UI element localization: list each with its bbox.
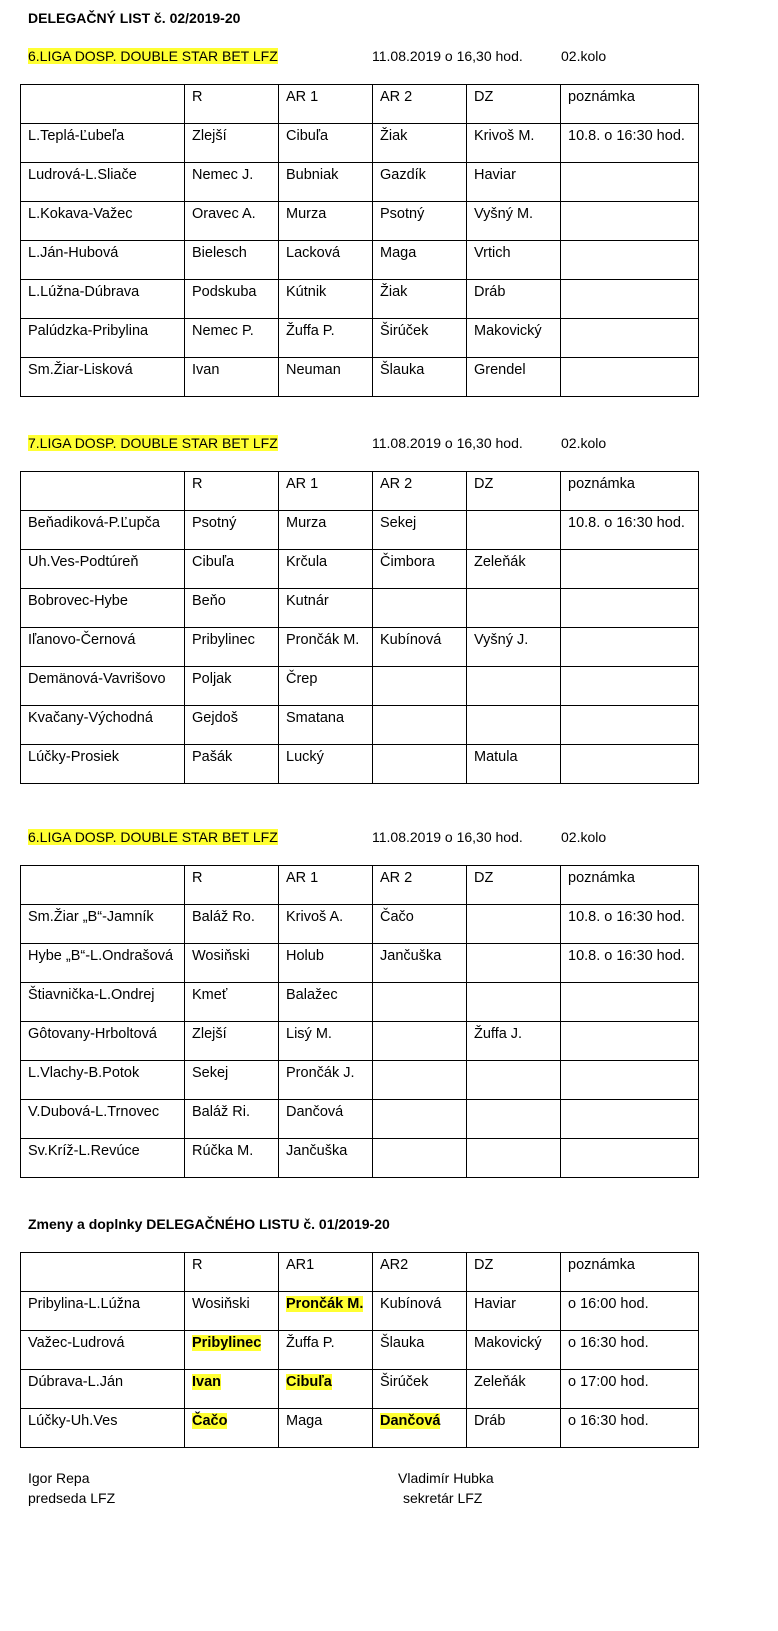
ar1-cell: Krivoš A. <box>279 905 373 944</box>
round-label: 02.kolo <box>561 435 607 451</box>
table-row <box>21 667 699 706</box>
highlighted-name: Čačo <box>192 1413 228 1429</box>
referee-cell: Bielesch <box>185 241 279 280</box>
column-header: R <box>185 1253 279 1292</box>
match-cell: L.Lúžna-Dúbrava <box>21 280 185 319</box>
match-cell: Kvačany-Východná <box>21 706 185 745</box>
ar2-cell: Gazdík <box>373 163 467 202</box>
match-cell: V.Dubová-L.Trnovec <box>21 1100 185 1139</box>
dz-cell <box>467 511 561 550</box>
match-cell: Palúdzka-Pribylina <box>21 319 185 358</box>
league-name: 6.LIGA DOSP. DOUBLE STAR BET LFZ <box>28 829 278 845</box>
round-label: 02.kolo <box>561 829 607 845</box>
ar1-cell: Lucký <box>279 745 373 784</box>
match-cell: Važec-Ludrová <box>21 1331 185 1370</box>
note-cell <box>561 1100 699 1139</box>
referee-cell: Baláž Ri. <box>185 1100 279 1139</box>
match-cell: Gôtovany-Hrboltová <box>21 1022 185 1061</box>
ar2-cell: Širúček <box>373 319 467 358</box>
referee-cell: Nemec J. <box>185 163 279 202</box>
ar2-cell: Šlauka <box>373 1331 467 1370</box>
ar1-cell <box>279 1292 373 1331</box>
dz-cell: Makovický <box>467 319 561 358</box>
ar2-cell: Šlauka <box>373 358 467 397</box>
table-row <box>21 280 699 319</box>
delegation-table-1 <box>20 84 699 397</box>
dz-cell: Grendel <box>467 358 561 397</box>
column-header <box>21 472 185 511</box>
dz-cell <box>467 1139 561 1178</box>
signature-right-name: Vladimír Hubka <box>398 1470 494 1486</box>
note-cell: 10.8. o 16:30 hod. <box>561 511 699 550</box>
referee-cell: Zlejší <box>185 124 279 163</box>
ar1-cell: Lacková <box>279 241 373 280</box>
note-cell: o 16:30 hod. <box>561 1331 699 1370</box>
referee-cell: Zlejší <box>185 1022 279 1061</box>
note-cell <box>561 202 699 241</box>
ar2-cell <box>373 589 467 628</box>
table-row <box>21 589 699 628</box>
referee-cell: Baláž Ro. <box>185 905 279 944</box>
note-cell <box>561 358 699 397</box>
header-row <box>21 1253 699 1292</box>
dz-cell: Zeleňák <box>467 550 561 589</box>
ar1-cell: Žuffa P. <box>279 319 373 358</box>
round-label: 02.kolo <box>561 48 607 64</box>
dz-cell <box>467 983 561 1022</box>
ar1-cell <box>279 1370 373 1409</box>
section-2-header <box>28 435 278 451</box>
ar2-cell: Širúček <box>373 1370 467 1409</box>
referee-cell: Gejdoš <box>185 706 279 745</box>
table-row <box>21 1331 699 1370</box>
table-row <box>21 1100 699 1139</box>
note-cell <box>561 628 699 667</box>
dz-cell: Haviar <box>467 163 561 202</box>
ar1-cell: Maga <box>279 1409 373 1448</box>
dz-cell: Dráb <box>467 1409 561 1448</box>
section-3-header <box>28 829 278 845</box>
referee-cell: Pašák <box>185 745 279 784</box>
column-header: poznámka <box>561 866 699 905</box>
match-cell: Uh.Ves-Podtúreň <box>21 550 185 589</box>
dz-cell: Žuffa J. <box>467 1022 561 1061</box>
ar2-cell: Sekej <box>373 511 467 550</box>
note-cell <box>561 319 699 358</box>
column-header: R <box>185 866 279 905</box>
ar2-cell: Čimbora <box>373 550 467 589</box>
match-cell: Sv.Kríž-L.Revúce <box>21 1139 185 1178</box>
note-cell: 10.8. o 16:30 hod. <box>561 905 699 944</box>
dz-cell: Vyšný J. <box>467 628 561 667</box>
ar1-cell: Neuman <box>279 358 373 397</box>
ar1-cell: Krčula <box>279 550 373 589</box>
match-cell: Iľanovo-Černová <box>21 628 185 667</box>
dz-cell: Haviar <box>467 1292 561 1331</box>
ar1-cell: Jančuška <box>279 1139 373 1178</box>
dz-cell: Matula <box>467 745 561 784</box>
ar1-cell: Lisý M. <box>279 1022 373 1061</box>
signature-left-name: Igor Repa <box>28 1470 90 1486</box>
ar2-cell: Žiak <box>373 280 467 319</box>
table-row <box>21 1370 699 1409</box>
changes-title: Zmeny a doplnky DELEGAČNÉHO LISTU č. 01/2019-20 <box>28 1216 390 1232</box>
ar2-cell <box>373 983 467 1022</box>
match-datetime: 11.08.2019 o 16,30 hod. <box>372 48 523 64</box>
column-header: poznámka <box>561 1253 699 1292</box>
referee-cell: Beňo <box>185 589 279 628</box>
table-row <box>21 983 699 1022</box>
dz-cell: Vrtich <box>467 241 561 280</box>
column-header <box>21 866 185 905</box>
table-row <box>21 550 699 589</box>
ar2-cell: Čačo <box>373 905 467 944</box>
table-row <box>21 1061 699 1100</box>
highlighted-name: Ivan <box>192 1374 222 1390</box>
ar1-cell: Žuffa P. <box>279 1331 373 1370</box>
league-name: 6.LIGA DOSP. DOUBLE STAR BET LFZ <box>28 48 278 64</box>
table-row <box>21 202 699 241</box>
referee-cell: Sekej <box>185 1061 279 1100</box>
referee-cell: Oravec A. <box>185 202 279 241</box>
header-row <box>21 472 699 511</box>
ar1-cell: Murza <box>279 511 373 550</box>
column-header: AR2 <box>373 1253 467 1292</box>
ar2-cell <box>373 1409 467 1448</box>
match-cell: Lúčky-Prosiek <box>21 745 185 784</box>
note-cell <box>561 1022 699 1061</box>
match-cell: Ludrová-L.Sliače <box>21 163 185 202</box>
dz-cell <box>467 589 561 628</box>
ar1-cell: Kutnár <box>279 589 373 628</box>
match-cell: Štiavnička-L.Ondrej <box>21 983 185 1022</box>
dz-cell <box>467 905 561 944</box>
ar1-cell: Cibuľa <box>279 124 373 163</box>
table-row <box>21 163 699 202</box>
ar2-cell: Žiak <box>373 124 467 163</box>
ar2-cell <box>373 667 467 706</box>
referee-cell <box>185 1409 279 1448</box>
column-header: R <box>185 85 279 124</box>
table-row <box>21 124 699 163</box>
dz-cell: Zeleňák <box>467 1370 561 1409</box>
column-header: poznámka <box>561 85 699 124</box>
dz-cell: Vyšný M. <box>467 202 561 241</box>
section-1-header <box>28 48 278 64</box>
ar1-cell: Kútnik <box>279 280 373 319</box>
table-row <box>21 944 699 983</box>
note-cell: o 16:00 hod. <box>561 1292 699 1331</box>
ar1-cell: Holub <box>279 944 373 983</box>
column-header: AR 2 <box>373 866 467 905</box>
ar1-cell: Smatana <box>279 706 373 745</box>
column-header: DZ <box>467 1253 561 1292</box>
column-header <box>21 1253 185 1292</box>
match-cell: Dúbrava-L.Ján <box>21 1370 185 1409</box>
ar1-cell: Balažec <box>279 983 373 1022</box>
match-cell: Bobrovec-Hybe <box>21 589 185 628</box>
referee-cell: Pribylinec <box>185 628 279 667</box>
match-cell: Lúčky-Uh.Ves <box>21 1409 185 1448</box>
column-header: AR 1 <box>279 866 373 905</box>
dz-cell <box>467 667 561 706</box>
table-row <box>21 706 699 745</box>
ar2-cell <box>373 745 467 784</box>
match-cell: Hybe „B“-L.Ondrašová <box>21 944 185 983</box>
note-cell <box>561 1139 699 1178</box>
referee-cell: Cibuľa <box>185 550 279 589</box>
highlighted-name: Dančová <box>380 1413 441 1429</box>
dz-cell: Dráb <box>467 280 561 319</box>
note-cell: o 16:30 hod. <box>561 1409 699 1448</box>
dz-cell <box>467 1100 561 1139</box>
note-cell <box>561 241 699 280</box>
ar1-cell: Bubniak <box>279 163 373 202</box>
ar2-cell: Jančuška <box>373 944 467 983</box>
note-cell <box>561 667 699 706</box>
ar2-cell: Kubínová <box>373 1292 467 1331</box>
dz-cell: Makovický <box>467 1331 561 1370</box>
dz-cell: Krivoš M. <box>467 124 561 163</box>
column-header: AR 2 <box>373 85 467 124</box>
dz-cell <box>467 706 561 745</box>
referee-cell: Kmeť <box>185 983 279 1022</box>
match-datetime: 11.08.2019 o 16,30 hod. <box>372 435 523 451</box>
league-name: 7.LIGA DOSP. DOUBLE STAR BET LFZ <box>28 435 278 451</box>
ar2-cell: Maga <box>373 241 467 280</box>
table-row <box>21 241 699 280</box>
match-datetime: 11.08.2019 o 16,30 hod. <box>372 829 523 845</box>
signature-left-role: predseda LFZ <box>28 1490 116 1506</box>
match-cell: Sm.Žiar „B“-Jamník <box>21 905 185 944</box>
ar2-cell <box>373 1061 467 1100</box>
match-cell: Sm.Žiar-Lisková <box>21 358 185 397</box>
note-cell <box>561 280 699 319</box>
ar2-cell <box>373 706 467 745</box>
ar2-cell: Kubínová <box>373 628 467 667</box>
table-row <box>21 905 699 944</box>
match-cell: Demänová-Vavrišovo <box>21 667 185 706</box>
note-cell <box>561 1061 699 1100</box>
note-cell <box>561 706 699 745</box>
column-header: AR 2 <box>373 472 467 511</box>
dz-cell <box>467 1061 561 1100</box>
note-cell <box>561 550 699 589</box>
referee-cell: Nemec P. <box>185 319 279 358</box>
referee-cell: Wosiňski <box>185 1292 279 1331</box>
table-row <box>21 1409 699 1448</box>
table-row <box>21 745 699 784</box>
column-header: DZ <box>467 866 561 905</box>
column-header: poznámka <box>561 472 699 511</box>
match-cell: Pribylina-L.Lúžna <box>21 1292 185 1331</box>
table-row <box>21 1022 699 1061</box>
note-cell: 10.8. o 16:30 hod. <box>561 124 699 163</box>
table-row <box>21 358 699 397</box>
referee-cell: Psotný <box>185 511 279 550</box>
column-header: AR1 <box>279 1253 373 1292</box>
highlighted-name: Pribylinec <box>192 1335 262 1351</box>
table-row <box>21 319 699 358</box>
ar2-cell <box>373 1022 467 1061</box>
match-cell: L.Vlachy-B.Potok <box>21 1061 185 1100</box>
ar1-cell: Murza <box>279 202 373 241</box>
note-cell <box>561 983 699 1022</box>
referee-cell: Podskuba <box>185 280 279 319</box>
table-row <box>21 628 699 667</box>
note-cell: 10.8. o 16:30 hod. <box>561 944 699 983</box>
note-cell <box>561 745 699 784</box>
ar1-cell: Dančová <box>279 1100 373 1139</box>
match-cell: Beňadiková-P.Ľupča <box>21 511 185 550</box>
changes-table <box>20 1252 699 1448</box>
table-row <box>21 511 699 550</box>
table-row <box>21 1292 699 1331</box>
highlighted-name: Prončák M. <box>286 1296 364 1312</box>
document-title: DELEGAČNÝ LIST č. 02/2019-20 <box>28 10 241 26</box>
referee-cell: Wosiňski <box>185 944 279 983</box>
ar1-cell: Črep <box>279 667 373 706</box>
column-header: R <box>185 472 279 511</box>
referee-cell <box>185 1331 279 1370</box>
referee-cell: Rúčka M. <box>185 1139 279 1178</box>
note-cell: o 17:00 hod. <box>561 1370 699 1409</box>
ar2-cell <box>373 1139 467 1178</box>
referee-cell: Ivan <box>185 358 279 397</box>
column-header: AR 1 <box>279 85 373 124</box>
ar1-cell: Prončák J. <box>279 1061 373 1100</box>
match-cell: L.Teplá-Ľubeľa <box>21 124 185 163</box>
highlighted-name: Cibuľa <box>286 1374 332 1390</box>
ar2-cell: Psotný <box>373 202 467 241</box>
column-header: DZ <box>467 472 561 511</box>
column-header: AR 1 <box>279 472 373 511</box>
delegation-table-3 <box>20 865 699 1178</box>
match-cell: L.Kokava-Važec <box>21 202 185 241</box>
dz-cell <box>467 944 561 983</box>
signature-right-role: sekretár LFZ <box>403 1490 483 1506</box>
note-cell <box>561 589 699 628</box>
column-header: DZ <box>467 85 561 124</box>
table-row <box>21 1139 699 1178</box>
delegation-table-2 <box>20 471 699 784</box>
ar1-cell: Prončák M. <box>279 628 373 667</box>
ar2-cell <box>373 1100 467 1139</box>
referee-cell: Poljak <box>185 667 279 706</box>
header-row <box>21 866 699 905</box>
referee-cell <box>185 1370 279 1409</box>
match-cell: L.Ján-Hubová <box>21 241 185 280</box>
header-row <box>21 85 699 124</box>
note-cell <box>561 163 699 202</box>
column-header <box>21 85 185 124</box>
